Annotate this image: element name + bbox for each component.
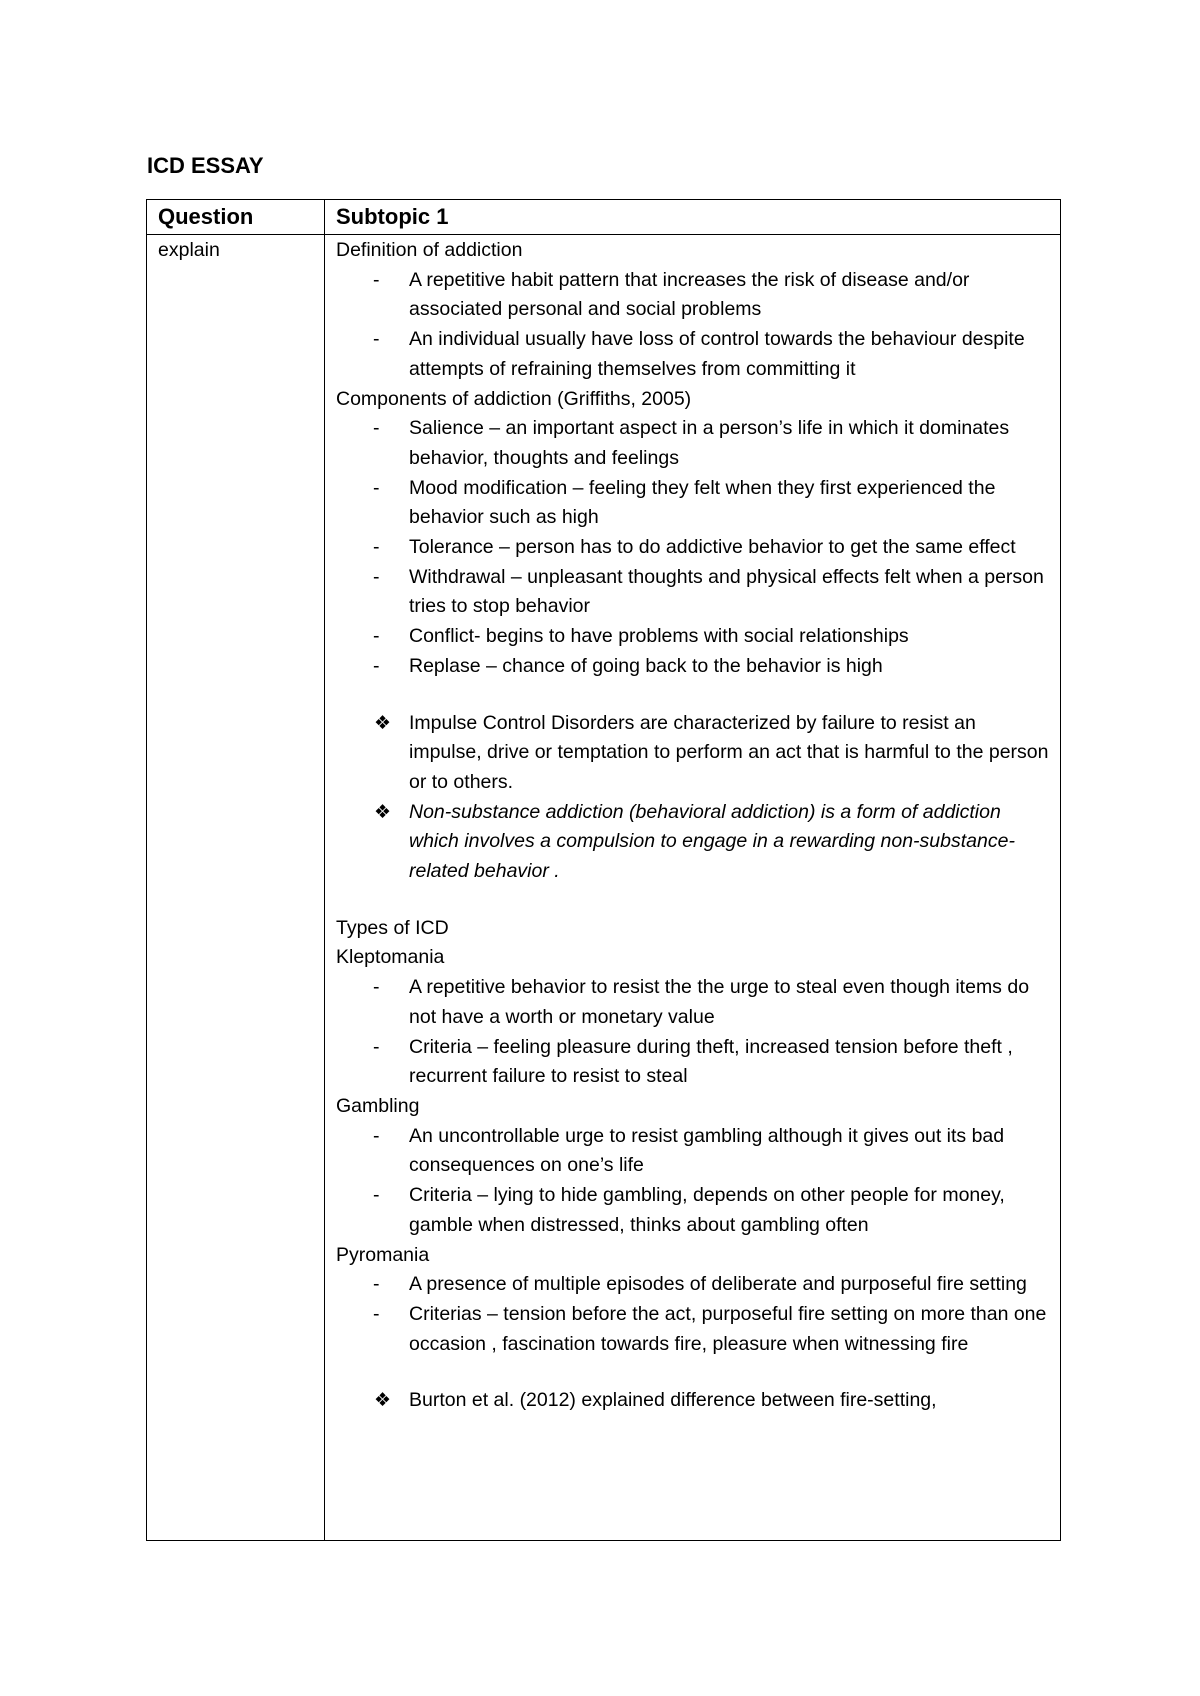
types-label: Types of ICD: [336, 916, 449, 939]
dash-marker: -: [373, 1302, 380, 1325]
note-text: Burton et al. (2012) explained difference between fire-setting,: [409, 1389, 937, 1412]
gambling-list: [336, 1122, 1060, 1241]
dash-marker: -: [373, 1273, 380, 1296]
components-list: [336, 414, 1060, 681]
final-note-list: [336, 1386, 1060, 1416]
diamond-bullet-icon: ❖: [374, 712, 392, 734]
list-item: [336, 622, 1060, 652]
list-item: [336, 1270, 1060, 1300]
definition-list: [336, 266, 1060, 385]
type-label-pyromania: Pyromania: [336, 1243, 430, 1266]
type-label-kleptomania: Kleptomania: [336, 946, 445, 969]
list-item: [336, 474, 1060, 533]
list-item-text: Withdrawal – unpleasant thoughts and physical effects felt when a person tries to stop behavior: [409, 565, 1044, 618]
dash-marker: -: [373, 976, 380, 999]
list-item: [336, 533, 1060, 563]
note-text: Impulse Control Disorders are characterized by failure to resist an impulse, drive or temptation to perform an act that is harmful to the person or to others.: [409, 711, 1049, 793]
section-label-definition: Definition of addiction: [336, 239, 523, 261]
table-header-row: [147, 200, 1061, 235]
list-item: [336, 709, 1060, 798]
list-item-text: A repetitive habit pattern that increases the risk of disease and/or associated personal and social problems: [409, 268, 970, 321]
dash-marker: -: [373, 654, 380, 677]
dash-marker: -: [373, 1184, 380, 1207]
list-item-text: An uncontrollable urge to resist gambling although it gives out its bad consequences on one’s life: [409, 1124, 1005, 1177]
list-item-text: An individual usually have loss of control towards the behaviour despite attempts of refraining themselves from committing it: [409, 328, 1025, 380]
list-item-text: Salience – an important aspect in a person’s life in which it dominates behavior, thoughts and feelings: [409, 417, 1010, 469]
list-item: [336, 1386, 1060, 1416]
list-item: [336, 1181, 1060, 1240]
spacer: [336, 682, 1060, 709]
dash-marker: -: [373, 625, 380, 648]
list-item: [336, 973, 1060, 1032]
list-item: [336, 563, 1060, 622]
list-item: [336, 1122, 1060, 1181]
dash-marker: -: [373, 565, 380, 588]
diamond-bullet-icon: ❖: [374, 1390, 392, 1412]
list-item-text: Criteria – lying to hide gambling, depends on other people for money, gamble when distressed, thinks about gambling often: [409, 1184, 1005, 1236]
diamond-bullet-icon: ❖: [374, 801, 392, 823]
list-item: [336, 266, 1060, 325]
essay-table: [146, 199, 1061, 1541]
spacer: [336, 887, 1060, 914]
list-item-text: A presence of multiple episodes of deliberate and purposeful fire setting: [409, 1273, 1027, 1296]
list-item-text: Tolerance – person has to do addictive behavior to get the same effect: [409, 536, 1016, 559]
list-item-text: Replase – chance of going back to the behavior is high: [409, 654, 883, 677]
list-item-text: Conflict- begins to have problems with social relationships: [409, 625, 909, 648]
dash-marker: -: [373, 1124, 380, 1147]
dash-marker: -: [373, 536, 380, 559]
list-item: [336, 798, 1060, 887]
section-label-components: Components of addiction (Griffiths, 2005): [336, 387, 692, 410]
dash-marker: -: [373, 417, 380, 440]
list-item-text: Criteria – feeling pleasure during theft, increased tension before theft , recurrent failure to resist to steal: [409, 1035, 1013, 1088]
question-cell: explain: [147, 235, 325, 1541]
notes-list: [336, 709, 1060, 887]
page-title: ICD ESSAY: [147, 153, 264, 178]
dash-marker: -: [373, 268, 380, 291]
table-row: [147, 235, 1061, 1541]
type-label-gambling: Gambling: [336, 1094, 420, 1117]
dash-marker: -: [373, 328, 380, 351]
header-question: Question: [147, 200, 325, 235]
header-subtopic: Subtopic 1: [325, 200, 1061, 235]
note-text: Non-substance addiction (behavioral addiction) is a form of addiction which involves a compulsion to engage in a rewarding non-substance-related behavior .: [409, 800, 1015, 883]
list-item: [336, 325, 1060, 384]
list-item: [336, 1300, 1060, 1359]
spacer: [336, 1359, 1060, 1386]
dash-marker: -: [373, 476, 380, 499]
list-item-text: Criterias – tension before the act, purposeful fire setting on more than one occasion , fascination towards fire, pleasure when witnessing fire: [409, 1302, 1047, 1355]
list-item-text: A repetitive behavior to resist the the urge to steal even though items do not have a worth or monetary value: [409, 976, 1030, 1028]
list-item-text: Mood modification – feeling they felt when they first experienced the behavior such as high: [409, 476, 996, 529]
pyromania-list: [336, 1270, 1060, 1359]
kleptomania-list: [336, 973, 1060, 1092]
subtopic-cell: [325, 235, 1061, 1541]
list-item: [336, 414, 1060, 473]
list-item: [336, 652, 1060, 682]
list-item: [336, 1033, 1060, 1092]
dash-marker: -: [373, 1035, 380, 1058]
